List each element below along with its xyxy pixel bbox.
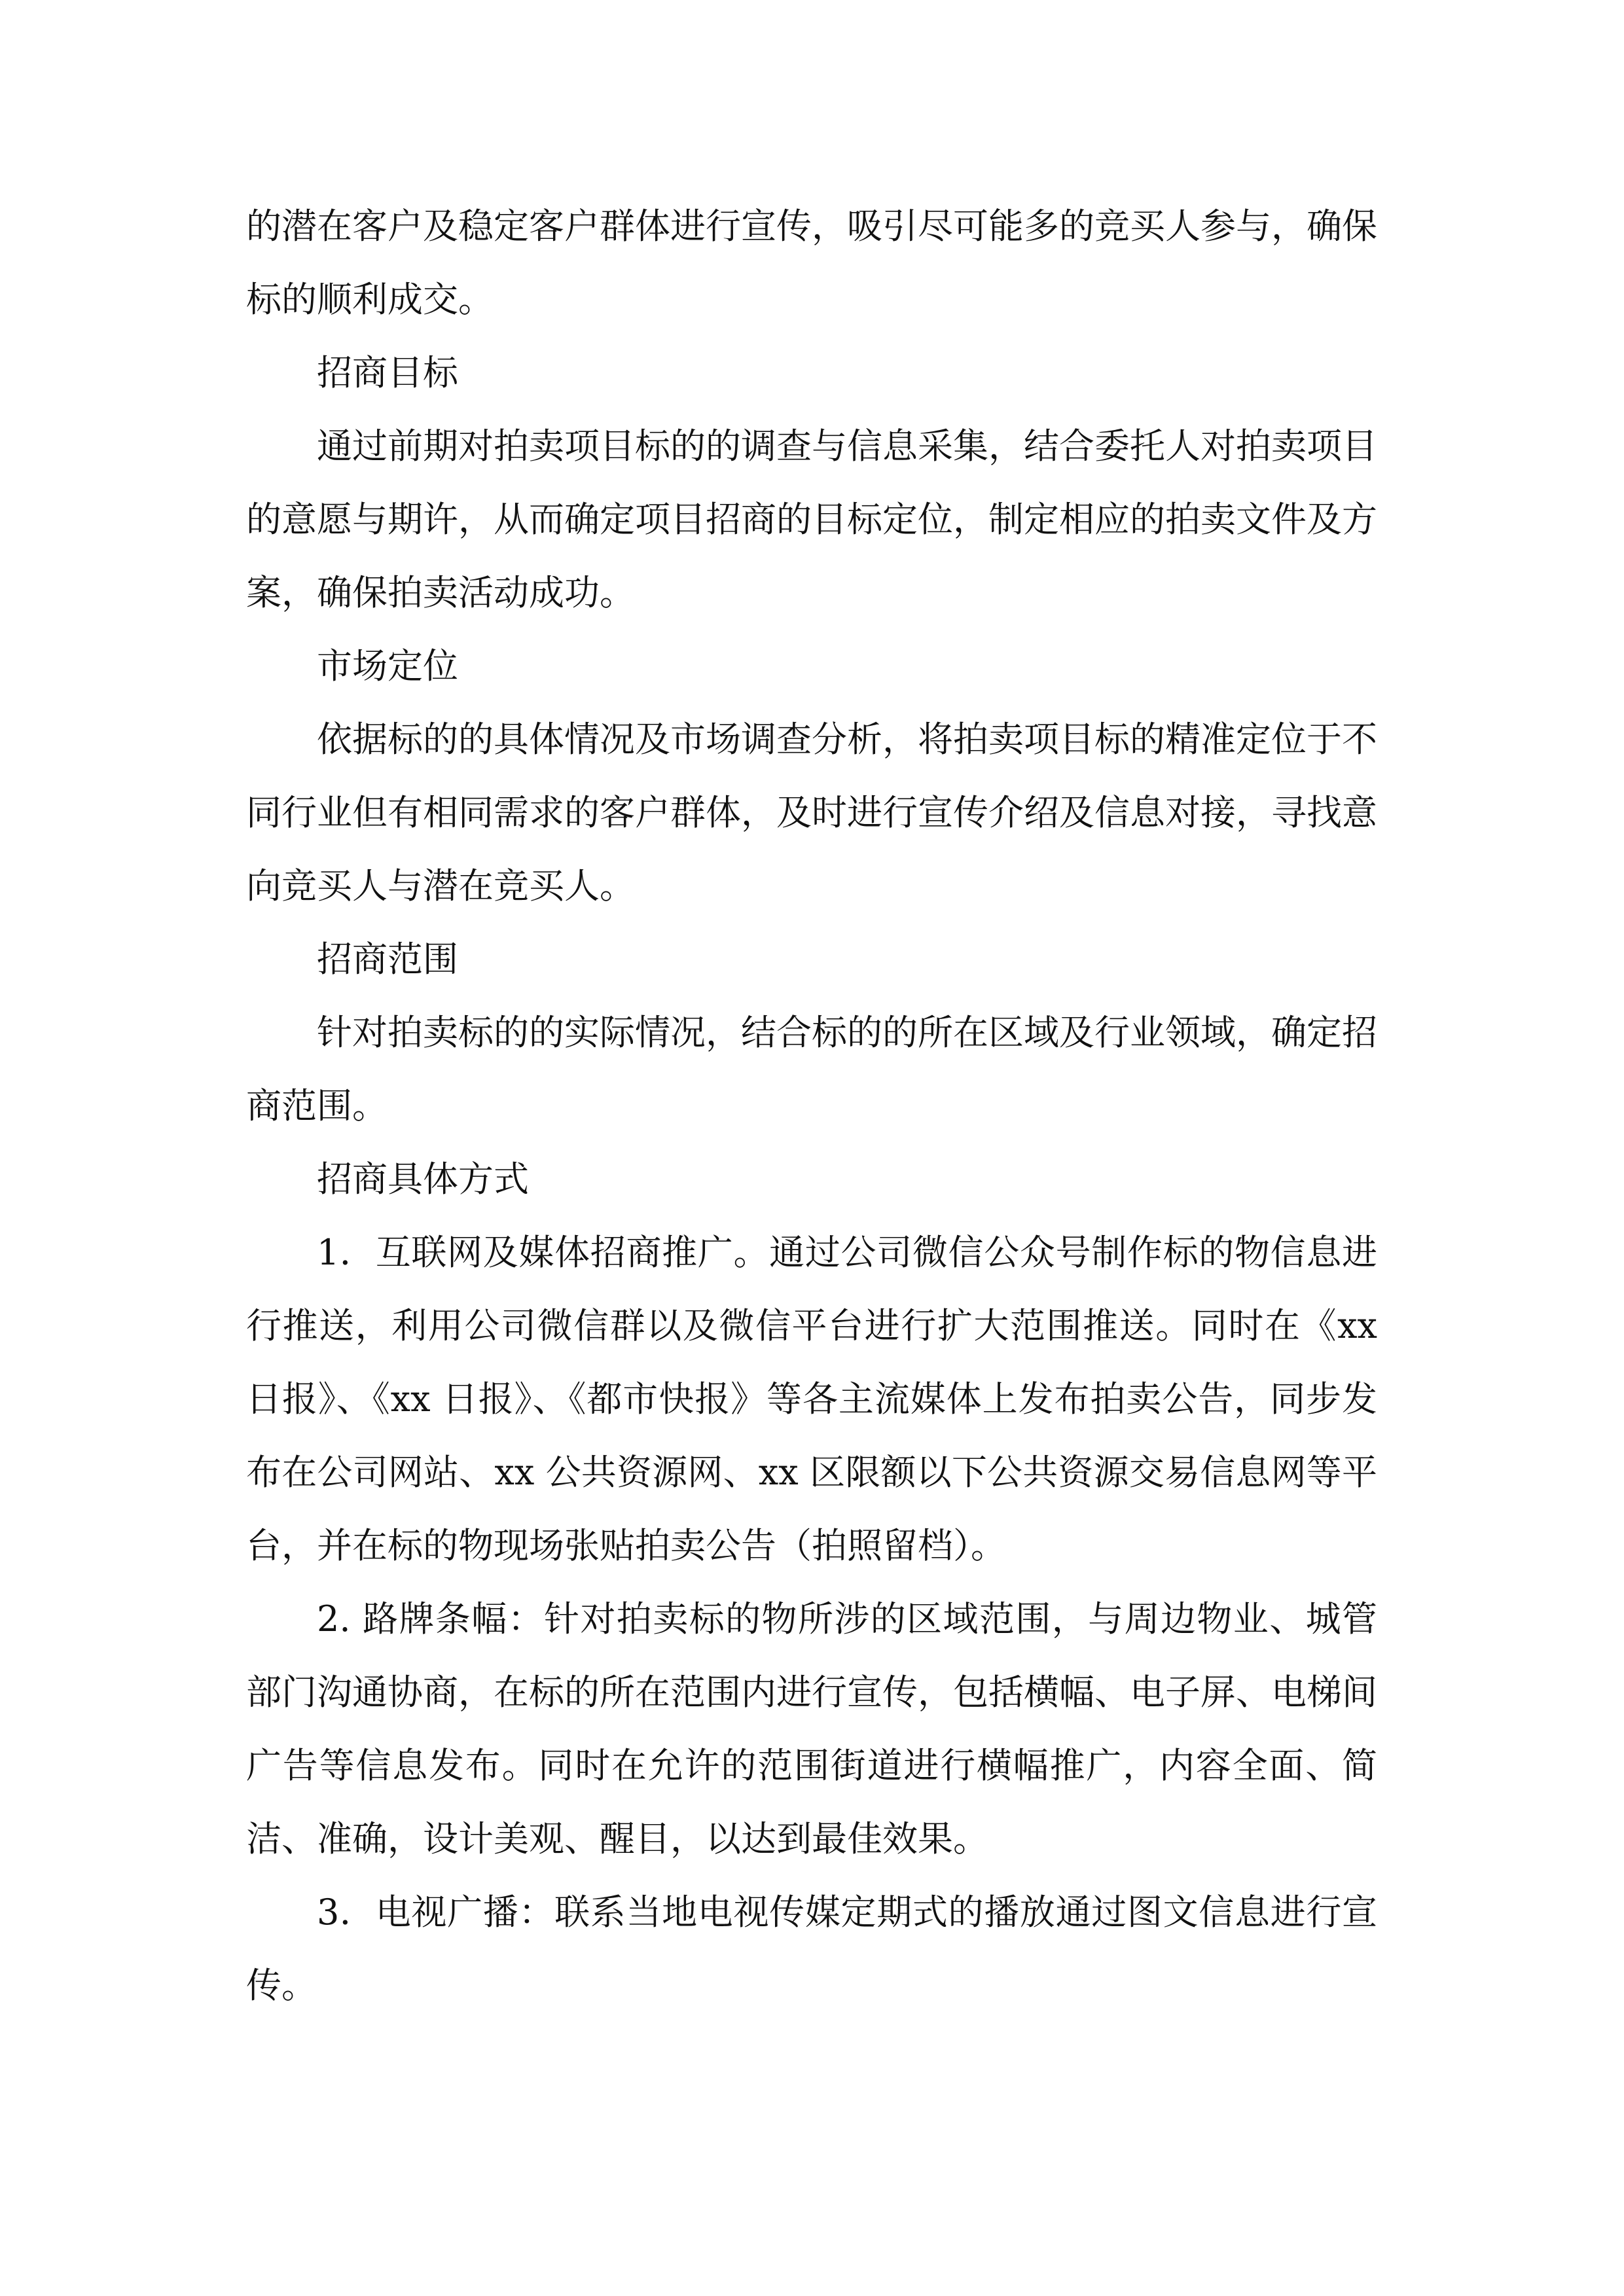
paragraph-continuation: 的潜在客户及稳定客户群体进行宣传，吸引尽可能多的竞买人参与，确保标的顺利成交。 [246, 206, 1377, 320]
paragraph-method-signage-banners: 2. 路牌条幅：针对拍卖标的物所涉的区域范围，与周边物业、城管部门沟通协商，在标的所在范围内进行宣传，包括横幅、电子屏、电梯间广告等信息发布。同时在允许的范围街道进行横幅推广，内容全面、简洁、准确，设计美观、醒目，以达到最佳效果。 [246, 1598, 1377, 1859]
paragraph-investment-target: 通过前期对拍卖项目标的的调查与信息采集，结合委托人对拍卖项目的意愿与期许，从而确定项目招商的目标定位，制定相应的拍卖文件及方案，确保拍卖活动成功。 [246, 425, 1377, 613]
paragraph-method-internet-media: 1．互联网及媒体招商推广。通过公司微信公众号制作标的物信息进行推送，利用公司微信群以及微信平台进行扩大范围推送。同时在《xx 日报》、《xx 日报》、《都市快报》等各主流媒体上发布拍卖公告，同步发布在公司网站、xx 公共资源网、xx 区限额以下公共资源交易信息网等平台，并在标的物现场张贴拍卖公告（拍照留档）。 [246, 1232, 1377, 1566]
section-heading-investment-target: 招商目标 [317, 352, 458, 393]
section-heading-specific-methods: 招商具体方式 [317, 1158, 529, 1200]
document-page [246, 190, 1377, 2022]
section-heading-market-positioning: 市场定位 [317, 645, 458, 687]
section-heading-investment-scope: 招商范围 [317, 939, 458, 980]
paragraph-investment-scope: 针对拍卖标的的实际情况，结合标的的所在区域及行业领域，确定招商范围。 [246, 1012, 1377, 1126]
paragraph-market-positioning: 依据标的的具体情况及市场调查分析，将拍卖项目标的精准定位于不同行业但有相同需求的客户群体，及时进行宣传介绍及信息对接，寻找意向竞买人与潜在竞买人。 [246, 719, 1377, 906]
paragraph-method-tv-broadcast: 3．电视广播：联系当地电视传媒定期式的播放通过图文信息进行宣传。 [246, 1892, 1377, 2006]
